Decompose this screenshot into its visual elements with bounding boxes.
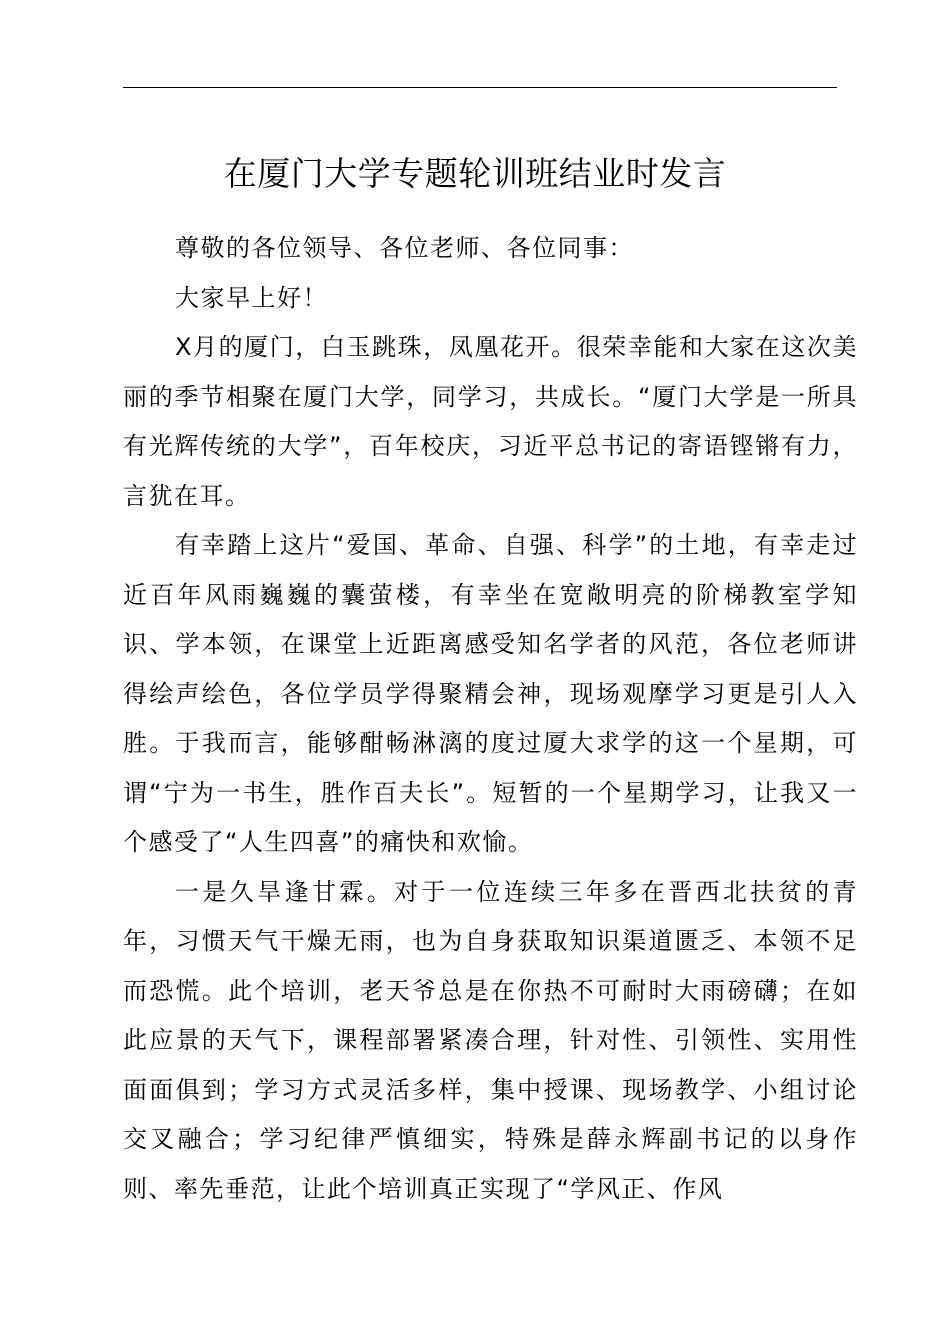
document-title: 在厦门大学专题轮训班结业时发言 xyxy=(223,154,727,193)
salutation-paragraph: 尊敬的各位领导、各位老师、各位同事： xyxy=(175,234,634,262)
body-paragraph: 有幸踏上这片“爱国、革命、自强、科学”的土地，有幸走过近百年风雨巍巍的囊萤楼，有幸坐在宽敞明亮的阶梯教室学知识、学本领，在课堂上近距离感受知名学者的风范，各位老师讲得绘声绘色，各位学员学得聚精会神，现场观摩学习更是引人入胜。于我而言，能够酣畅淋漓的度过厦大求学的这一个星期，可谓“宁为一书生，胜作百夫长”。短暂的一个星期学习，让我又一个感受了“人生四喜”的痛快和欢愉。 xyxy=(123,531,858,856)
body-paragraph: 一是久旱逢甘霖。对于一位连续三年多在晋西北扶贫的青年，习惯天气干燥无雨，也为自身获取知识渠道匮乏、本领不足而恐慌。此个培训，老天爷总是在你热不可耐时大雨磅礴；在如此应景的天气下，课程部署紧凑合理，针对性、引领性、实用性面面俱到；学习方式灵活多样，集中授课、现场教学、小组讨论交叉融合；学习纪律严慎细实，特殊是薛永辉副书记的以身作则、率先垂范，让此个培训真正实现了“学风正、作风 xyxy=(123,877,858,1203)
document-body xyxy=(123,224,858,1214)
body-paragraph: X月的厦门，白玉跳珠，凤凰花开。很荣幸能和大家在这次美丽的季节相聚在厦门大学，同学习，共成长。“厦门大学是一所具有光辉传统的大学”，百年校庆，习近平总书记的寄语铿锵有力，言犹在耳。 xyxy=(123,333,858,510)
header-rule xyxy=(123,87,837,88)
greeting-paragraph: 大家早上好！ xyxy=(175,283,328,312)
